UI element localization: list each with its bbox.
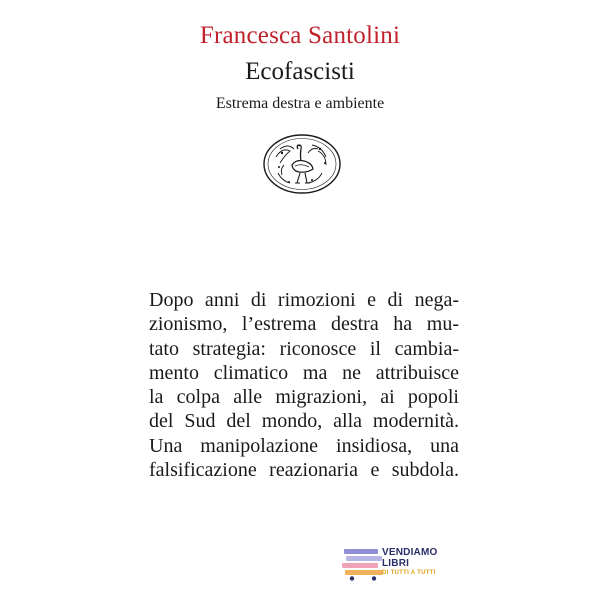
blurb-line: falsificazione reazionaria e subdola. bbox=[149, 459, 459, 482]
ostrich-emblem-icon bbox=[262, 133, 342, 195]
blurb-line: zionismo, l’estrema destra ha mu- bbox=[149, 313, 459, 336]
blurb-line: Dopo anni di rimozioni e di nega- bbox=[149, 289, 459, 311]
blurb-text bbox=[149, 288, 459, 482]
blurb-line: tato strategia: riconosce il cambia- bbox=[149, 337, 459, 360]
badge-label bbox=[382, 547, 438, 577]
author-name: Francesca Santolini bbox=[199, 22, 401, 49]
badge-line-1: VENDIAMO bbox=[382, 547, 438, 558]
book-title: Ecofascisti bbox=[245, 58, 355, 85]
blurb-line: la colpa alle migrazioni, ai popoli bbox=[149, 386, 459, 409]
vendiamo-libri-badge bbox=[342, 544, 442, 584]
blurb-line: Una manipolazione insidiosa, una bbox=[149, 434, 459, 457]
book-subtitle: Estrema destra e ambiente bbox=[215, 95, 385, 112]
badge-line-3: DI TUTTI A TUTTI bbox=[382, 570, 436, 576]
badge-line-2: LIBRI bbox=[382, 558, 410, 569]
blurb-line: mento climatico ma ne attribuisce bbox=[149, 361, 459, 384]
blurb-line: del Sud del mondo, alla modernità. bbox=[149, 410, 459, 433]
book-stack-icon bbox=[342, 547, 386, 581]
